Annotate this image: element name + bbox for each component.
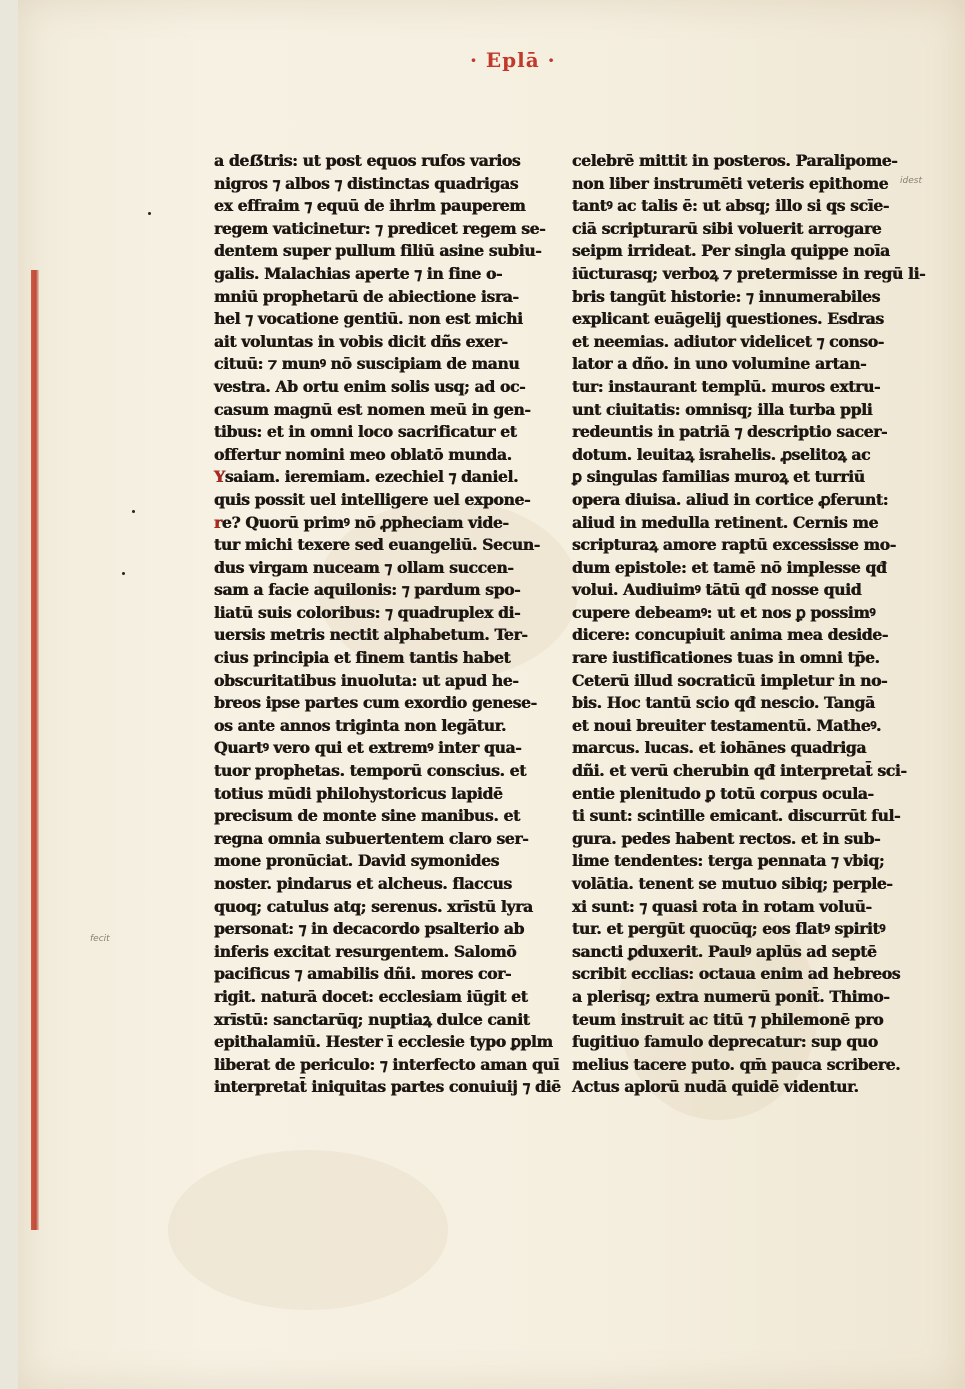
text-line: totius mūdi philohystoricus lapidē xyxy=(214,783,503,803)
text-line: personat: ⁊ in decacordo psalterio ab xyxy=(214,919,525,939)
text-line: Quartꝰ vero qui et extremꝰ inter qua- xyxy=(214,738,522,758)
text-line: marcus. lucas. et iohānes quadriga xyxy=(572,738,867,758)
text-line: inferis excitat resurgentem. Salomō xyxy=(214,941,517,961)
ink-spot xyxy=(122,572,125,575)
text-line: hel ⁊ vocatione gentiū. non est michi xyxy=(214,309,523,329)
text-line: ti sunt: scintille emicant. discurrūt ful- xyxy=(572,806,901,826)
text-line: et noui breuiter testamentū. Matheꝰ. xyxy=(572,715,882,735)
text-line: tur: instaurant templū. muros extru- xyxy=(572,376,881,396)
text-line: liatū suis coloribus: ⁊ quadruplex di- xyxy=(214,602,521,622)
text-line: lator a dño. in uno volumine artan- xyxy=(572,354,867,374)
text-line: obscuritatibus inuoluta: ut apud he- xyxy=(214,670,519,690)
text-line: ꝑ singulas familias muroꝝ et turriū xyxy=(572,467,865,487)
text-line: sam a facie aquilonis: ⁊ pardum spo- xyxy=(214,580,521,600)
text-line: explicant euāgelij questiones. Esdras xyxy=(572,309,884,329)
text-line: precisum de monte sine manibus. et xyxy=(214,806,520,826)
text-line: sancti ꝑduxerit. Paulꝰ aplūs ad septē xyxy=(572,941,877,961)
text-line: uersis metris nectit alphabetum. Ter- xyxy=(214,625,528,645)
margin-note-right: idest xyxy=(900,176,922,186)
text-line: interpretat̄ iniquitas partes conuiuij ⁊ diē xyxy=(214,1077,561,1097)
text-line: redeuntis in patriā ⁊ descriptio sacer- xyxy=(572,422,888,442)
text-line: tibus: et in omni loco sacrificatur et xyxy=(214,422,517,442)
text-line: tuor prophetas. temporū conscius. et xyxy=(214,761,527,781)
text-line: seipm irrideat. Per singla quippe noīa xyxy=(572,241,890,261)
text-line: dus virgam nuceam ⁊ ollam succen- xyxy=(214,557,514,577)
text-line: dum epistole: et tamē nō implesse qđ xyxy=(572,557,887,577)
text-line: dñi. et verū cherubin qđ interpretat̄ sci- xyxy=(572,761,907,781)
text-line: bris tangūt historie: ⁊ innumerabiles xyxy=(572,286,881,306)
text-line: aliud in medulla retinent. Cernis me xyxy=(572,512,879,532)
rubricated-edge xyxy=(31,270,39,1230)
text-line: quis possit uel intelligere uel expone- xyxy=(214,489,531,509)
text-column-left xyxy=(214,150,561,1099)
text-line: epithalamiū. Hester ī ecclesie typo ꝑplm xyxy=(214,1032,553,1052)
text-line: iūcturasq; verboꝝ ⁊ pretermisse in regū li- xyxy=(572,263,926,283)
text-line: regna omnia subuertentem claro ser- xyxy=(214,828,529,848)
text-line: xi sunt: ⁊ quasi rota in rotam voluū- xyxy=(572,896,872,916)
text-line: offertur nomini meo oblatō munda. xyxy=(214,444,512,464)
text-line: lime tendentes: terga pennata ⁊ vbiq; xyxy=(572,851,885,871)
text-line: Actus aplorū nudā quidē videntur. xyxy=(572,1077,859,1097)
text-line: teum instruit ac titū ⁊ philemonē pro xyxy=(572,1009,884,1029)
text-line: ait voluntas in vobis dicit dñs exer- xyxy=(214,331,508,351)
running-title: · Eplā · xyxy=(470,48,556,72)
text-line: galis. Malachias aperte ⁊ in fine o- xyxy=(214,263,503,283)
text-line: opera diuisa. aliud in cortice ꝓferunt: xyxy=(572,489,889,509)
margin-note-left: fecit xyxy=(90,934,110,944)
text-line: cituū: ⁊ munꝰ nō suscipiam de manu xyxy=(214,354,520,374)
text-line: volātia. tenent se mutuo sibiq; perple- xyxy=(572,874,893,893)
text-line: mniū prophetarū de abiectione isra- xyxy=(214,286,519,306)
text-line: nigros ⁊ albos ⁊ distinctas quadrigas xyxy=(214,173,519,193)
text-line: xrīstū: sanctarūq; nuptiaꝝ dulce canit xyxy=(214,1009,530,1029)
text-line: ex effraim ⁊ equū de ihrlm pauperem xyxy=(214,196,526,216)
text-line: cupere debeamꝰ: ut et nos ꝑ possimꝰ xyxy=(572,602,876,622)
ink-spot xyxy=(148,212,151,215)
text-line: regem vaticinetur: ⁊ predicet regem se- xyxy=(214,218,546,238)
text-line: tantꝰ ac talis ē: ut absq; illo si qs scīe- xyxy=(572,196,889,216)
text-line: gura. pedes habent rectos. et in sub- xyxy=(572,828,881,848)
paper-stain xyxy=(168,1150,448,1310)
text-line: tur. et pergūt quocūq; eos flatꝰ spiritꝰ xyxy=(572,919,885,939)
text-line: pacificus ⁊ amabilis dñi. mores cor- xyxy=(214,964,512,984)
text-line: mone pronūciat. David symonides xyxy=(214,851,500,871)
text-line: volui. Audiuimꝰ tātū qđ nosse quid xyxy=(572,580,862,600)
text-line: vestra. Ab ortu enim solis usq; ad oc- xyxy=(214,376,526,396)
text-line: dicere: concupiuit anima mea deside- xyxy=(572,625,888,645)
text-line: rigit. naturā docet: ecclesiam iūgit et xyxy=(214,986,528,1006)
text-line: scripturaꝝ amore raptū excessisse mo- xyxy=(572,535,896,555)
text-line: a deẞtris: ut post equos rufos varios xyxy=(214,151,521,170)
text-line: cius principia et finem tantis habet xyxy=(214,648,511,668)
text-line: os ante annos triginta non legātur. xyxy=(214,715,507,735)
text-line: et neemias. adiutor videlicet ⁊ conso- xyxy=(572,331,884,351)
text-line: dotum. leuitaꝝ israhelis. ꝓselitoꝝ ac xyxy=(572,444,871,464)
text-line: non liber instrumēti veteris epithome xyxy=(572,173,889,193)
text-line: rare iustificationes tuas in omni tp̄e. xyxy=(572,648,880,668)
ink-spot xyxy=(132,510,135,513)
text-line: a plerisq; extra numerū ponit̄. Thimo- xyxy=(572,986,890,1006)
text-line: Ceterū illud socraticū impletur in no- xyxy=(572,670,888,690)
text-line: Ysaiam. ieremiam. ezechiel ⁊ daniel. xyxy=(214,467,519,487)
text-line: noster. pindarus et alcheus. flaccus xyxy=(214,874,512,893)
text-line: celebrē mittit in posteros. Paralipome- xyxy=(572,151,898,170)
text-line: ciā scripturarū sibi voluerit arrogare xyxy=(572,218,882,238)
text-line: scribit ecclias: octaua enim ad hebreos xyxy=(572,964,901,984)
text-line: quoq; catulus atq; serenus. xrīstū lyra xyxy=(214,896,533,916)
text-line: melius tacere puto. qm̄ pauca scribere. xyxy=(572,1054,901,1074)
text-line: fugitiuo famulo deprecatur: sup quo xyxy=(572,1032,878,1052)
text-line: breos ipse partes cum exordio genese- xyxy=(214,693,537,713)
text-line: dentem super pullum filiū asine subiu- xyxy=(214,241,542,261)
text-line: bis. Hoc tantū scio qđ nescio. Tangā xyxy=(572,693,875,713)
text-line: tur michi texere sed euangeliū. Secun- xyxy=(214,535,540,555)
text-line: unt ciuitatis: omnisq; illa turba ppli xyxy=(572,399,873,419)
text-line: re? Quorū primꝰ nō ꝓpheciam vide- xyxy=(214,512,509,532)
text-line: entie plenitudo ꝑ totū corpus ocula- xyxy=(572,783,874,803)
text-line: liberat de periculo: ⁊ interfecto aman quī xyxy=(214,1054,560,1074)
text-line: casum magnū est nomen meū in gen- xyxy=(214,399,531,419)
